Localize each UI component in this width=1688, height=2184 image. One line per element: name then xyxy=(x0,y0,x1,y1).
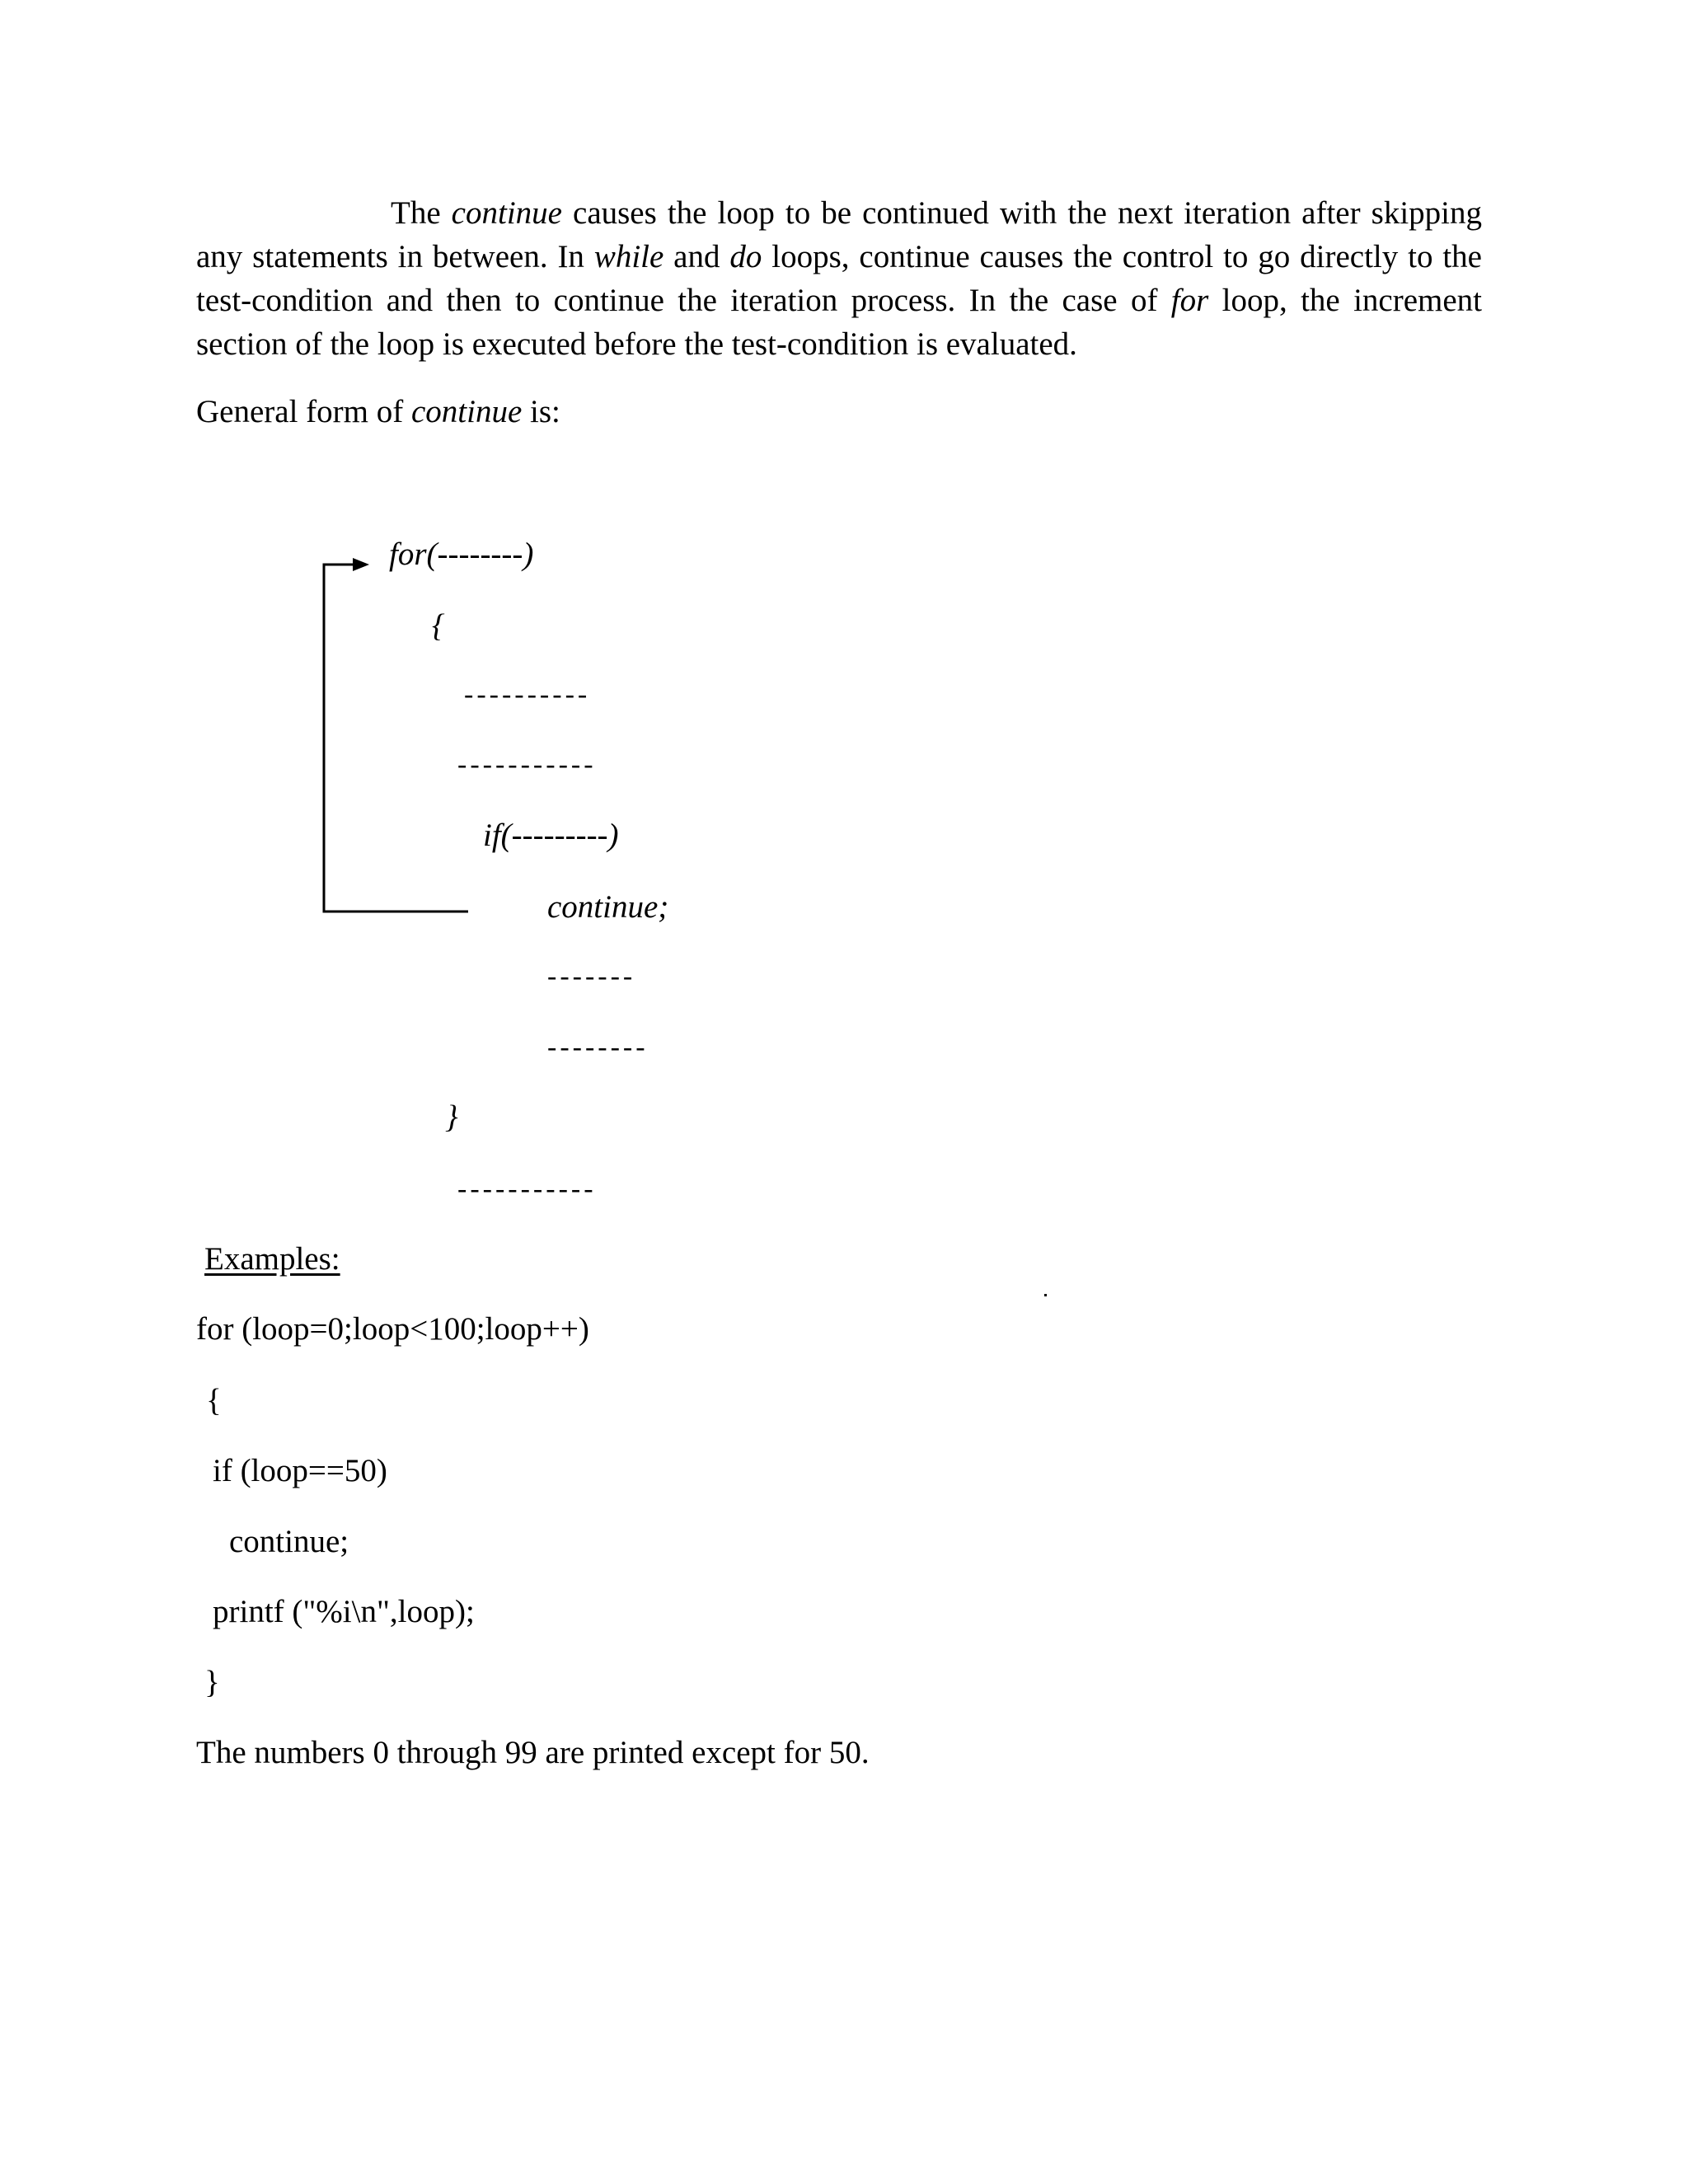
keyword-continue: continue xyxy=(451,195,562,231)
diagram-statement: ---------- xyxy=(464,679,591,710)
diagram-continue-line: continue; xyxy=(547,889,669,925)
diagram-statement: ----------- xyxy=(457,749,597,780)
result-sentence: The numbers 0 through 99 are printed except for 50. xyxy=(196,1735,870,1770)
diagram-close-brace: } xyxy=(445,1099,458,1135)
keyword-do: do xyxy=(729,239,762,274)
diagram-statement: ------- xyxy=(547,961,636,991)
paragraph-text: and xyxy=(663,239,730,274)
arrow-head xyxy=(353,558,369,571)
keyword-for: for xyxy=(1170,283,1209,318)
general-form-suffix: is: xyxy=(522,394,560,429)
stray-dot xyxy=(1044,1294,1047,1296)
flow-arrow xyxy=(324,565,468,912)
flow-line xyxy=(324,565,468,912)
diagram-for-line: for(--------) xyxy=(389,537,534,572)
keyword-while: while xyxy=(593,239,664,274)
general-form-keyword: continue xyxy=(410,394,523,429)
code-line: for (loop=0;loop<100;loop++) xyxy=(196,1311,589,1347)
paragraph-text: causes the loop to be continued with the next iteration after skipping any statements in between. In xyxy=(196,195,1482,274)
code-line: } xyxy=(204,1665,220,1700)
code-line: printf ("%i\n",loop); xyxy=(213,1594,475,1629)
general-form-prefix: General form of xyxy=(196,394,411,429)
code-line: continue; xyxy=(229,1524,349,1559)
diagram-open-brace: { xyxy=(432,608,445,644)
diagram-after-loop: ----------- xyxy=(457,1174,597,1204)
diagram-if-line: if(---------) xyxy=(483,818,619,853)
examples-heading: Examples: xyxy=(204,1241,340,1277)
code-line: { xyxy=(206,1383,222,1418)
paragraph-text: loop, the increment section of the loop is executed before the test-condition is evaluated. xyxy=(196,283,1483,362)
diagram-statement: -------- xyxy=(547,1032,649,1062)
paragraph-text: loops, continue causes the control to go directly to the test-condition and then to continue the iteration process. In the case of xyxy=(196,239,1482,318)
paragraph-text: The xyxy=(391,195,452,231)
code-line: if (loop==50) xyxy=(213,1453,387,1488)
